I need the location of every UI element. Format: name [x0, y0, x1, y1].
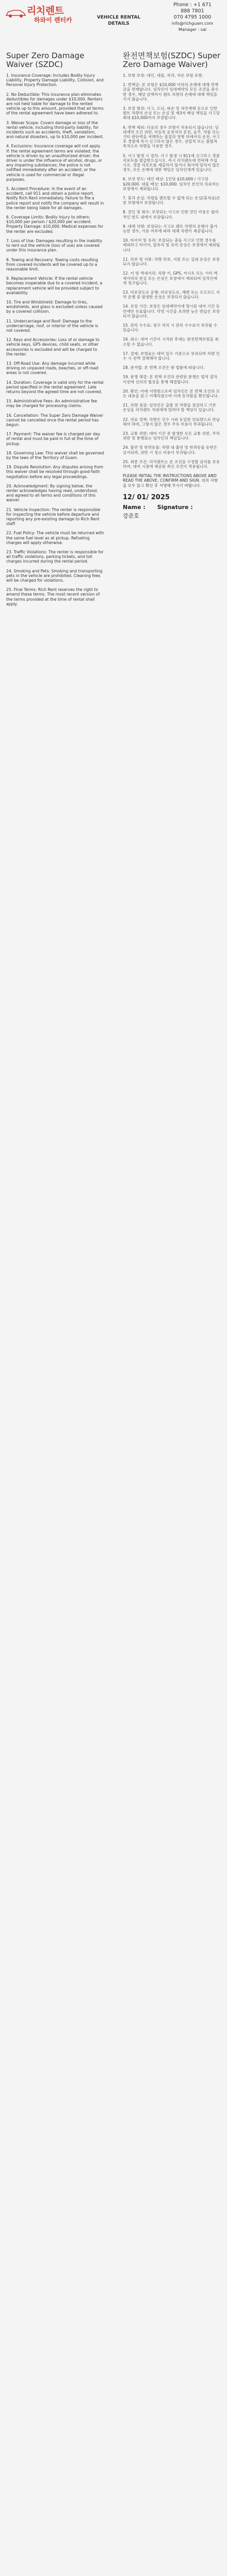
term-paragraph: 23. Traffic Violations: The renter is responsible for all traffic violations, parking tickets, and toll charges incurred during the rental period.: [6, 550, 104, 564]
term-paragraph: 3. 보장 범위: 사고, 도난, 파손 및 자연재해 등으로 인한 렌트 차량의 손상 또는 손실 및 제3자 배상 책임을 사고당 최대 $10,000까지 보장합니다.: [123, 106, 220, 121]
term-paragraph: 1. Insurance Coverage: Includes Bodily Injury Liability, Property Damage Liability, Collision, and Personal Injury Protection.: [6, 73, 104, 88]
korean-terms-list: [123, 73, 221, 469]
term-paragraph: 20. 확인: 아래 서명함으로써 임차인은 본 면책 조건의 모든 내용을 읽고 이해하였으며 이에 동의함을 확인합니다.: [123, 388, 220, 398]
korean-terms-title: 완전면책보험(SZDC) Super Zero Damage Waiver): [123, 51, 221, 69]
term-paragraph: 21. Vehicle Inspection: The renter is responsible for inspecting the vehicle before departure and reporting any pre-existing damage to Rich Rent staff.: [6, 507, 101, 527]
term-paragraph: 2. No Deductible: This insurance plan eliminates deductibles for damages under $10,000. Renters are not held liable for damage to the rented vehicle up to this amount, provided that all terms of the rental agreement have been adhered to.: [6, 92, 104, 116]
term-paragraph: 7. 휴차 손실: 차량을 렌트할 수 없게 되는 손실(휴차료)은 본 보험에서 보장됩니다.: [123, 196, 221, 206]
term-paragraph: 24. 흡연 및 반려동물: 차량 내 흡연 및 반려동물 동반은 금지되며, 위반 시 청소 비용이 부과됩니다.: [123, 445, 218, 455]
korean-terms-column: [123, 52, 221, 518]
term-paragraph: 6. 보장 한도: 대인 배상: 1인당 $10,000 / 사고당 $20,000. 대물 배상: $10,000. 임차인 본인의 의료비는 보장에서 제외됩니다.: [123, 177, 220, 191]
term-paragraph: 5. 사고 발생 시 절차: 사고 발생 시 911에 신고하고 경찰 리포트를 발급받으십시오. 즉시 리치렌트에 연락해 주십시오. 경찰 리포트를 제출하지 않거나 회사에 알리지 않은 경우, 모든 손해에 대한 책임은 임차인에게 있습니다.: [123, 153, 220, 173]
contact-info: [160, 2, 225, 33]
english-terms-title: Super Zero Damage Waiver (SZDC): [6, 51, 85, 69]
sign-notice: PLEASE INITIAL THE INSTRUCTIONS ABOVE AND READ THE ABOVE, CONFIRM AND SIGN. 위의 사항을 모두 읽고 확인 후 서명해 주시기 바랍니다.: [123, 473, 218, 488]
term-paragraph: 23. 교통 위반: 대여 기간 중 발생한 모든 교통 위반, 주차 위반 및 통행료는 임차인의 책임입니다.: [123, 431, 220, 441]
sign-date: 12/ 01/ 2025: [123, 493, 170, 501]
term-paragraph: 10. 타이어 및 유리: 보장되는 충돌 사고로 인한 경우를 제외하고 타이어, 앞유리 및 유리 손상은 보장에서 제외됩니다.: [123, 238, 220, 252]
phone-line: Phone : +1 671: [173, 2, 212, 8]
document-header: [0, 0, 227, 41]
term-paragraph: 9. 대체 차량: 보장되는 사고로 렌트 차량의 운행이 불가능한 경우, 가용 여부에 따라 대체 차량이 제공됩니다.: [123, 224, 218, 234]
term-paragraph: 13. 비포장도로 운행: 비포장도로, 해변 또는 오프로드 지역 운행 중 발생한 손상은 보장되지 않습니다.: [123, 290, 220, 300]
term-paragraph: 22. Fuel Policy: The vehicle must be returned with the same fuel level as at pickup. Refueling charges will apply otherwise.: [6, 531, 104, 545]
term-paragraph: 18. 준거법: 본 면책 조건은 괌 법률에 따릅니다.: [123, 365, 205, 370]
term-paragraph: 15. Administrative Fees: An administrative fee may be charged for processing claims.: [6, 399, 98, 409]
logo-text: 리치렌트: [27, 5, 64, 16]
term-paragraph: 9. Replacement Vehicle: If the rental vehicle becomes inoperable due to a covered incident, a replacement vehicle will be provided subject to availability.: [6, 276, 103, 295]
term-paragraph: 20. Acknowledgment: By signing below, the renter acknowledges having read, understood, and agreed to all terms and conditions of this waiver.: [6, 483, 98, 503]
term-paragraph: 17. 결제: 보험료는 대여 일수 기준으로 부과되며 차량 인수 시 전액 결제해야 합니다.: [123, 351, 220, 361]
term-paragraph: 8. Towing and Recovery: Towing costs resulting from covered incidents will be covered up to a reasonable limit.: [6, 257, 99, 272]
english-terms-list: [6, 73, 104, 606]
signature-block: [123, 495, 221, 519]
term-paragraph: 5. Accident Procedure: In the event of an accident, call 911 and obtain a police report. Notify Rich Rent immediately. Failure to file a police report and notify the company will result in the renter being liable for all damages.: [6, 187, 104, 210]
document-title-line2: DETAILS: [108, 21, 129, 26]
phone-local: 070 4795 1000: [173, 14, 212, 20]
term-paragraph: 11. Undercarriage and Roof: Damage to the undercarriage, roof, or interior of the vehicle is not covered.: [6, 318, 99, 333]
term-paragraph: 15. 관리 수수료: 청구 처리 시 관리 수수료가 부과될 수 있습니다.: [123, 323, 218, 333]
car-icon: [4, 7, 27, 19]
term-paragraph: 19. Dispute Resolution: Any disputes arising from this waiver shall be resolved through good-faith negotiation before any legal proceedings.: [6, 465, 103, 479]
term-paragraph: 6. Coverage Limits: Bodily Injury to others: $10,000 per person / $20,000 per accident. Property Damage: $10,000. Medical expenses for the renter are excluded.: [6, 215, 104, 234]
term-paragraph: 12. Keys and Accessories: Loss of or damage to vehicle keys, GPS devices, child seats, or other accessories is excluded and will be charged to the renter.: [6, 337, 100, 357]
term-paragraph: 25. 최종 조건: 리치렌트는 본 조건을 수정할 권리를 보유하며, 대여 시점에 제공된 최신 조건이 적용됩니다.: [123, 459, 220, 469]
signature-label: Signature :: [157, 504, 193, 511]
document-title: [88, 14, 150, 27]
term-paragraph: 4. 면책 제외: 다음의 경우 보험이 적용되지 않습니다: 임대계약 조건 위반, 미등록 운전자의 운전, 음주, 약물 또는 기타 판단력을 저해하는 물질의 영향 하에서의 운전, 사고 후 경찰에 즉시 신고하지 않은 경우, 상업적 또는 불법적 목적으로 차량을 사용한 경우.: [123, 125, 220, 149]
company-logo: [4, 3, 82, 39]
term-paragraph: 7. Loss of Use: Damages resulting in the inability to rent out the vehicle (loss of use) are covered under this insurance plan.: [6, 238, 103, 253]
name-label: Name :: [123, 504, 145, 511]
term-paragraph: 13. Off-Road Use: Any damage incurred while driving on unpaved roads, beaches, or off-road areas is not covered.: [6, 361, 99, 376]
term-paragraph: 4. Exclusions: Insurance coverage will not apply if: the rental agreement terms are violated; the vehicle is driven by an unauthorized driver; the driver is under the influence of alcohol, drugs, or any impairing substances; the police is not notified immediately after an accident; or the vehicle is used for commercial or illegal purposes.: [6, 144, 102, 182]
term-paragraph: 17. Payment: The waiver fee is charged per day of rental and must be paid in full at the time of pickup.: [6, 432, 101, 446]
term-paragraph: 24. Smoking and Pets: Smoking and transporting pets in the vehicle are prohibited. Cleaning fees will be charged for violations.: [6, 568, 103, 583]
signature: 강준호: [123, 513, 139, 520]
term-paragraph: 19. 분쟁 해결: 본 면책 조건과 관련된 분쟁은 법적 절차 이전에 선의의 협상을 통해 해결합니다.: [123, 375, 218, 384]
term-paragraph: 18. Governing Law: This waiver shall be governed by the laws of the Territory of Guam.: [6, 450, 104, 460]
term-paragraph: 10. Tire and Windshield: Damage to tires, windshields, and glass is excluded unless caused by a covered collision.: [6, 299, 103, 314]
term-paragraph: 1. 보험 보장: 대인, 대물, 자차, 자손 보험 포함.: [123, 73, 204, 78]
term-paragraph: 14. 보장 기간: 보장은 임대계약서에 명시된 대여 기간 동안에만 유효합니다. 약정 시간을 초과한 늦은 반납은 보장되지 않습니다.: [123, 304, 220, 318]
term-paragraph: 25. Final Terms: Rich Rent reserves the right to amend these terms. The most recent version of the terms provided at the time of rental shall apply.: [6, 587, 100, 606]
term-paragraph: 2. 면책금: 본 보험은 $10,000 이하의 손해에 대해 면책금을 면제합니다. 임차인이 임대계약의 모든 조건을 준수한 경우, 해당 금액까지 렌트 차량의 손해에 대해 책임을 지지 않습니다.: [123, 82, 219, 101]
term-paragraph: 14. Duration: Coverage is valid only for the rental period specified in the rental agreement. Late returns beyond the agreed time are not covered.: [6, 380, 104, 394]
logo-subtext: 하와이 렌터카: [34, 16, 72, 24]
term-paragraph: 16. 취소: 대여 기간이 시작된 후에는 완전면책보험을 취소할 수 없습니다.: [123, 337, 219, 347]
name-signature-row: [123, 505, 221, 510]
term-paragraph: 3. Waiver Scope: Covers damage or loss of the rental vehicle, including third-party liability, for incidents such as accidents, theft, vandalism, and natural disasters, up to $10,000 per incident.: [6, 120, 104, 140]
term-paragraph: 16. Cancellation: The Super Zero Damage Waiver cannot be cancelled once the rental period has begun.: [6, 413, 104, 427]
email: info@richguam.com: [171, 21, 214, 26]
term-paragraph: 8. 견인 및 회수: 보장되는 사고로 인한 견인 비용은 합리적인 한도 내에서 보장됩니다.: [123, 210, 219, 219]
document-title-line1: VEHICLE RENTAL: [96, 15, 141, 20]
term-paragraph: 21. 차량 점검: 임차인은 출발 전 차량을 점검하고 기존 손상을 리치렌트 직원에게 알려야 할 책임이 있습니다.: [123, 403, 216, 413]
term-paragraph: 12. 키 및 액세서리: 차량 키, GPS, 카시트 또는 기타 액세서리의 분실 또는 손상은 보장에서 제외되며 임차인에게 청구됩니다.: [123, 271, 218, 285]
phone-line-2: 888 7801: [181, 8, 204, 14]
manager: Manager : sal: [178, 27, 207, 32]
english-terms-column: [6, 52, 104, 611]
term-paragraph: 22. 연료 정책: 차량은 인수 시와 동일한 연료량으로 반납해야 하며, 그렇지 않은 경우 주유 비용이 부과됩니다.: [123, 417, 220, 427]
term-paragraph: 11. 하부 및 지붕: 차량 하부, 지붕 또는 실내 손상은 보장되지 않습니다.: [123, 257, 220, 267]
